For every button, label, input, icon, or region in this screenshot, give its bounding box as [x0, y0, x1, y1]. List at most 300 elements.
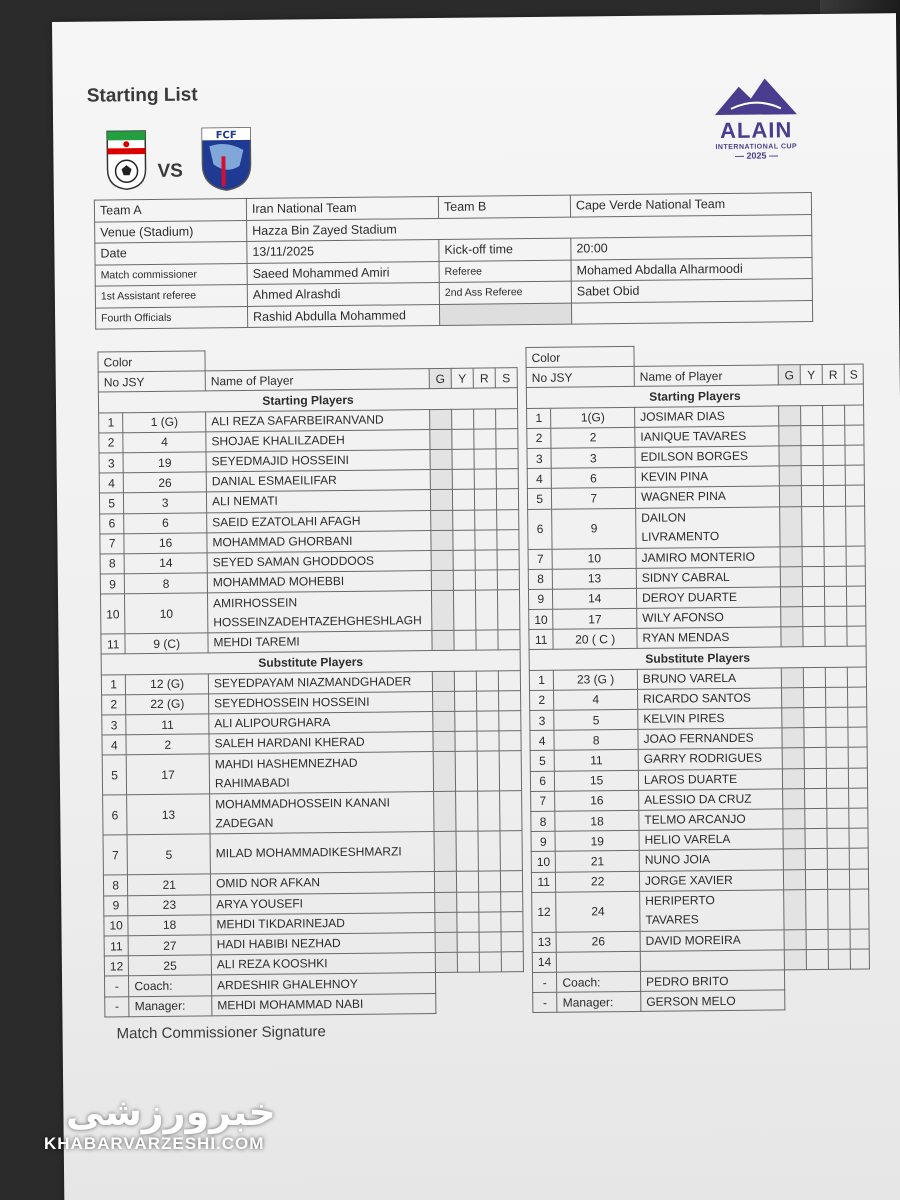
player-jersey: 7: [552, 488, 636, 509]
player-name-cell: [638, 708, 782, 730]
s-cell: [501, 952, 523, 972]
player-name-cell: [207, 571, 431, 594]
r-cell: [475, 590, 497, 630]
player-number: 3: [102, 715, 127, 735]
empty-cell: [439, 303, 571, 326]
g-cell: [435, 952, 457, 972]
empty-cell: [784, 969, 869, 990]
y-cell: [804, 748, 826, 768]
ar1-label: 1st Assistant referee: [95, 284, 247, 307]
player-jersey: 16: [124, 533, 207, 554]
r-cell: [474, 408, 496, 428]
r-cell: [824, 566, 846, 586]
team-a-value: Iran National Team: [246, 196, 438, 220]
dash: -: [533, 993, 558, 1013]
player-name: JOAO FERNANDES: [643, 730, 754, 747]
no-jsy-header: No JSY: [98, 371, 205, 392]
s-cell: [500, 791, 522, 831]
r-cell: [827, 849, 849, 869]
cup-name: ALAIN: [719, 117, 793, 144]
player-jersey: 13: [553, 568, 637, 589]
player-number: 8: [103, 875, 128, 895]
player-name-line2: LIVRAMENTO: [641, 529, 720, 544]
player-number: 5: [99, 493, 124, 513]
r-cell: [824, 506, 846, 546]
r-cell: [827, 869, 849, 889]
s-cell: [497, 550, 519, 570]
player-name-cell: [208, 671, 432, 694]
player-name: ARYA YOUSEFI: [216, 896, 304, 911]
player-number: 7: [531, 791, 556, 811]
commissioner-signature-label: Match Commissioner Signature: [116, 1023, 326, 1043]
r-cell: [824, 586, 846, 606]
g-cell: [783, 849, 805, 869]
player-row: [528, 506, 865, 550]
player-name: SEYEDPAYAM NIAZMANDGHADER: [213, 673, 412, 691]
manager-row: [105, 992, 524, 1017]
r-cell: [824, 546, 846, 566]
player-jersey: 18: [128, 915, 211, 936]
team-b-value: Cape Verde National Team: [570, 193, 811, 217]
y-cell: [805, 869, 827, 889]
player-name: NUNO JOIA: [644, 852, 711, 868]
g-cell: [779, 446, 801, 466]
y-cell: [803, 667, 825, 687]
s-cell: [496, 428, 518, 448]
player-name: MOHAMMADHOSSEIN KANANI: [215, 795, 390, 812]
player-name: [646, 960, 779, 961]
player-name: DAILON: [641, 510, 686, 525]
r-cell: [479, 891, 501, 911]
player-number: 4: [99, 473, 124, 493]
player-jersey: 22: [556, 871, 640, 892]
y-cell: [452, 429, 474, 449]
player-number: 8: [528, 569, 553, 589]
s-cell: [499, 731, 521, 751]
y-cell: [453, 550, 475, 570]
player-jersey: 11: [126, 714, 209, 735]
player-jersey: 8: [554, 730, 638, 751]
player-name-line2: ZADEGAN: [215, 815, 274, 831]
player-number: 9: [528, 589, 553, 609]
g-cell: [430, 469, 452, 489]
player-name-cell: [637, 627, 781, 649]
y-cell: [455, 691, 477, 711]
r-cell: [475, 570, 497, 590]
team-a-lineup-table: [97, 347, 524, 1017]
player-jersey: 10: [125, 593, 208, 634]
r-cell: [474, 449, 496, 469]
y-cell: [803, 607, 825, 627]
s-cell: [501, 911, 523, 931]
manager-name: GERSON MELO: [641, 990, 785, 1012]
s-cell: [498, 630, 520, 650]
starting-players-section-title: Starting Players: [526, 384, 863, 408]
player-number: 9: [104, 895, 129, 915]
player-name: IANIQUE TAVARES: [640, 428, 747, 444]
y-cell: [452, 469, 474, 489]
s-cell: [847, 626, 866, 646]
r-cell: [826, 727, 848, 747]
player-name: ALESSIO DA CRUZ: [644, 791, 752, 807]
kickoff-label: Kick-off time: [439, 238, 571, 261]
g-cell: [431, 591, 453, 631]
y-cell: [806, 929, 828, 949]
y-cell: [457, 892, 479, 912]
player-name-cell: [636, 587, 780, 609]
s-cell: [501, 932, 523, 952]
team-b-label: Team B: [438, 195, 570, 218]
player-jersey: 14: [553, 588, 637, 609]
player-name-cell: [638, 768, 782, 790]
player-jersey: 2: [126, 734, 209, 755]
player-number: 8: [531, 811, 556, 831]
s-header: S: [844, 364, 863, 384]
y-cell: [457, 912, 479, 932]
player-number: 13: [532, 932, 557, 952]
y-cell: [801, 425, 823, 445]
r-cell: [474, 489, 496, 509]
player-name-cell: [639, 809, 783, 831]
g-cell: [433, 711, 455, 731]
player-number: 4: [102, 735, 127, 755]
r-cell: [828, 929, 850, 949]
g-cell: [435, 912, 457, 932]
player-jersey: 4: [554, 689, 638, 710]
player-number: 11: [101, 634, 126, 654]
r-cell: [827, 808, 849, 828]
player-name: SALEH HARDANI KHERAD: [214, 735, 365, 751]
coach-name: ARDESHIR GHALEHNOY: [211, 973, 435, 996]
player-name: RYAN MENDAS: [642, 630, 730, 646]
player-row: [102, 751, 521, 795]
g-cell: [781, 687, 803, 707]
player-name-line2: HOSSEINZADEHTAZEHGHESHLAGH: [213, 612, 422, 630]
player-name: MEHDI TAREMI: [213, 634, 300, 650]
r-cell: [823, 405, 845, 425]
player-number: 6: [100, 513, 125, 533]
venue-value: Hazza Bin Zayed Stadium: [247, 214, 812, 241]
player-jersey: 6: [552, 468, 636, 489]
player-name: MOHAMMAD MOHEBBI: [212, 574, 345, 590]
player-jersey: 15: [555, 770, 639, 791]
s-cell: [846, 506, 865, 546]
s-cell: [498, 670, 520, 690]
player-jersey: 26: [124, 472, 207, 493]
player-name: TELMO ARCANJO: [644, 811, 746, 827]
player-name: ALI REZA SAFARBEIRANVAND: [211, 412, 384, 429]
player-jersey: 2: [551, 427, 635, 448]
referee-label: Referee: [439, 260, 571, 283]
r-cell: [477, 691, 499, 711]
g-cell: [784, 950, 806, 970]
s-cell: [846, 586, 865, 606]
g-cell: [779, 405, 801, 425]
y-cell: [802, 566, 824, 586]
document-sheet: [52, 13, 900, 1200]
player-name-cell: [638, 728, 782, 750]
player-number: 10: [529, 609, 554, 629]
player-row: [103, 791, 522, 835]
g-cell: [783, 788, 805, 808]
player-number: 4: [527, 468, 552, 488]
y-cell: [457, 952, 479, 972]
player-number: 1: [529, 670, 554, 690]
cup-year: — 2025 —: [734, 150, 779, 161]
player-number: 5: [530, 751, 555, 771]
player-name-cell: [206, 429, 430, 452]
player-name-cell: [207, 550, 431, 573]
empty-cell: [571, 300, 812, 324]
player-name: HERIPERTO: [645, 893, 715, 909]
player-number: 12: [532, 892, 557, 932]
g-cell: [434, 832, 456, 872]
g-cell: [783, 809, 805, 829]
y-cell: [801, 486, 823, 506]
player-name-cell: [639, 829, 783, 851]
dash: -: [105, 996, 130, 1016]
r-cell: [828, 949, 850, 969]
g-cell: [782, 708, 804, 728]
player-name-cell: [637, 607, 781, 629]
color-header: Color: [526, 346, 634, 367]
y-cell: [804, 728, 826, 748]
player-number: 3: [530, 710, 555, 730]
r-cell: [475, 550, 497, 570]
y-cell: [454, 630, 476, 650]
player-name: DAVID MOREIRA: [645, 932, 741, 948]
y-cell: [804, 707, 826, 727]
player-name-cell: [209, 732, 433, 755]
player-name: SEYEDMAJID HOSSEINI: [211, 452, 350, 469]
g-cell: [432, 631, 454, 651]
r-cell: [476, 670, 498, 690]
s-cell: [848, 747, 867, 767]
player-name: JOSIMAR DIAS: [640, 408, 725, 424]
r-cell: [478, 791, 500, 831]
mountain-icon: [711, 74, 801, 119]
starting-players-section-title: Starting Players: [98, 388, 517, 413]
player-number: 2: [527, 428, 552, 448]
player-name: SAEID EZATOLAHI AFAGH: [212, 513, 361, 529]
r-cell: [479, 912, 501, 932]
player-name: LAROS DUARTE: [643, 771, 738, 787]
s-cell: [500, 871, 522, 891]
player-name-cell: [207, 591, 431, 633]
player-jersey: 24: [556, 891, 640, 932]
r-cell: [474, 469, 496, 489]
g-cell: [433, 732, 455, 752]
player-name-cell: [637, 668, 781, 690]
player-number: 10: [104, 916, 129, 936]
empty-cell: [435, 972, 523, 993]
manager-label: Manager:: [129, 995, 212, 1016]
player-name-cell: [210, 832, 434, 874]
player-jersey: 1(G): [551, 407, 635, 428]
player-name-cell: [211, 912, 435, 935]
player-name-cell: [211, 932, 435, 955]
g-cell: [780, 546, 802, 566]
r-cell: [825, 626, 847, 646]
player-name-cell: [210, 792, 434, 834]
y-cell: [804, 768, 826, 788]
player-number: 14: [532, 952, 557, 972]
player-jersey: 23 (G ): [554, 669, 638, 690]
g-cell: [432, 671, 454, 691]
r-cell: [827, 828, 849, 848]
s-cell: [497, 509, 519, 529]
g-cell: [430, 409, 452, 429]
player-name: MOHAMMAD GHORBANI: [212, 533, 353, 550]
player-name: ALI REZA KOOSHKI: [216, 956, 328, 972]
y-cell: [453, 530, 475, 550]
player-number: 7: [100, 533, 125, 553]
r-cell: [477, 731, 499, 751]
player-name-cell: [208, 631, 432, 654]
r-cell: [477, 751, 499, 791]
player-name-cell: [638, 748, 782, 770]
player-jersey: 3: [124, 492, 207, 513]
player-name-cell: [635, 486, 779, 508]
y-header: Y: [800, 365, 822, 385]
s-cell: [850, 949, 869, 969]
color-header: Color: [98, 351, 205, 372]
empty-cell: [634, 344, 863, 367]
cup-subtitle: INTERNATIONAL CUP: [715, 143, 798, 152]
y-cell: [805, 849, 827, 869]
player-jersey: 19: [555, 831, 639, 852]
player-number: 5: [102, 755, 127, 795]
y-cell: [805, 829, 827, 849]
player-jersey: 9: [552, 508, 636, 549]
player-jersey: 27: [128, 935, 211, 956]
manager-label: Manager:: [557, 992, 641, 1013]
y-cell: [801, 445, 823, 465]
s-cell: [845, 445, 864, 465]
y-cell: [801, 466, 823, 486]
s-cell: [850, 889, 869, 929]
r-cell: [826, 748, 848, 768]
vs-label: VS: [157, 160, 184, 182]
player-name-cell: [639, 789, 783, 811]
g-header: G: [778, 365, 800, 385]
player-jersey: 4: [123, 432, 206, 453]
s-cell: [499, 751, 521, 791]
y-header: Y: [451, 368, 473, 388]
player-number: 1: [101, 674, 126, 694]
player-name: GARRY RODRIGUES: [643, 751, 763, 767]
s-cell: [847, 667, 866, 687]
s-cell: [849, 788, 868, 808]
player-jersey: 20 ( C ): [553, 629, 637, 650]
player-number: 6: [530, 771, 555, 791]
player-row: [532, 889, 869, 933]
g-cell: [435, 932, 457, 952]
s-cell: [848, 768, 867, 788]
r-cell: [823, 445, 845, 465]
player-jersey: 11: [555, 750, 639, 771]
team-a-label: Team A: [94, 198, 246, 221]
team-a-crest-icon: [103, 129, 150, 191]
fourth-official-value: Rashid Abdulla Mohammed: [247, 304, 439, 328]
g-cell: [433, 691, 455, 711]
player-jersey: 26: [556, 931, 640, 952]
player-number: 8: [100, 554, 125, 574]
r-cell: [825, 687, 847, 707]
manager-name: MEHDI MOHAMMAD NABI: [212, 993, 436, 1016]
s-cell: [845, 465, 864, 485]
player-name-cell: [209, 712, 433, 735]
player-jersey: 3: [551, 447, 635, 468]
r-cell: [823, 465, 845, 485]
g-cell: [434, 872, 456, 892]
r-cell: [479, 932, 501, 952]
y-cell: [456, 831, 478, 871]
player-name: SEYED SAMAN GHODDOOS: [212, 553, 375, 570]
player-name: EDILSON BORGES: [640, 448, 749, 464]
player-jersey: 1 (G): [123, 411, 206, 432]
y-cell: [453, 590, 475, 630]
y-cell: [806, 889, 828, 929]
player-name: JORGE XAVIER: [644, 872, 733, 888]
player-number: 3: [99, 453, 124, 473]
r-cell: [475, 530, 497, 550]
player-name: WAGNER PINA: [640, 489, 726, 505]
g-cell: [782, 728, 804, 748]
player-name-cell: [211, 953, 435, 976]
player-name-cell: [640, 950, 784, 972]
player-name-cell: [639, 869, 783, 891]
page-title: Starting List: [86, 84, 198, 107]
player-row: [103, 831, 522, 875]
player-name-cell: [635, 405, 779, 427]
substitute-players-section-title: Substitute Players: [101, 650, 520, 675]
r-cell: [823, 425, 845, 445]
g-cell: [434, 792, 456, 832]
g-cell: [780, 506, 802, 546]
player-jersey: 25: [129, 955, 212, 976]
venue-label: Venue (Stadium): [95, 220, 247, 243]
player-jersey: 8: [125, 573, 208, 594]
player-name: DANIAL ESMAEILIFAR: [211, 473, 337, 489]
player-number: 3: [527, 448, 552, 468]
player-name-cell: [207, 530, 431, 553]
s-cell: [849, 808, 868, 828]
s-cell: [497, 529, 519, 549]
y-cell: [453, 510, 475, 530]
player-name: ALI NEMATI: [211, 494, 278, 509]
r-cell: [828, 889, 850, 929]
substitute-players-section-title: Substitute Players: [529, 646, 866, 670]
player-name: OMID NOR AFKAN: [215, 875, 321, 891]
g-cell: [782, 748, 804, 768]
player-number: 4: [530, 730, 555, 750]
player-name-cell: [635, 426, 779, 448]
r-cell: [827, 788, 849, 808]
coach-name: PEDRO BRITO: [640, 970, 784, 992]
s-cell: [850, 929, 869, 949]
dash: -: [532, 972, 557, 992]
commissioner-label: Match commissioner: [95, 263, 247, 286]
player-name-cell: [209, 752, 433, 794]
r-cell: [474, 429, 496, 449]
s-cell: [845, 405, 864, 425]
player-name-cell: [636, 506, 780, 548]
y-cell: [455, 711, 477, 731]
team-b-lineup-table: [525, 344, 870, 1014]
ar1-value: Ahmed Alrashdi: [247, 282, 439, 306]
player-name-cell: [206, 409, 430, 432]
